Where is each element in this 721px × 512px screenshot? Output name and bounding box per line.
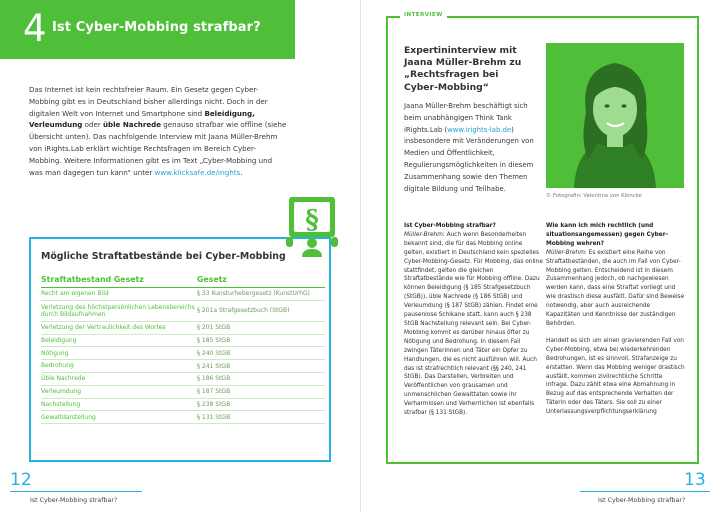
chapter-number: 4 (23, 7, 47, 50)
intro-text (29, 84, 287, 178)
table-row (41, 386, 325, 399)
page-number-right: 13 (684, 470, 706, 490)
intro-segment: Das Internet ist kein rechtsfreier Raum. Ein Gesetz gegen Cyber-Mobbing gibt es in Deutschland bisher allerdings nicht. Doch in der digitalen Welt von Internet und Smartphone sind (29, 85, 268, 118)
law-cell: § 33 Kunsturhebergesetz (KunstUrhG) (197, 290, 311, 298)
offense-cell: Verletzung der Vertraulichkeit des Wortes (41, 324, 166, 332)
chapter-banner (0, 0, 295, 59)
law-cell: § 241 StGB (197, 362, 231, 370)
offense-cell: Verletzung des höchstpersönlichen Lebensbereichs durch Bildaufnahmen (41, 303, 195, 318)
question-2: Wie kann ich mich rechtlich (und situationsangemessen) gegen Cyber-Mobbing wehren? (546, 223, 668, 247)
law-cell: § 201 StGB (197, 324, 231, 332)
offenses-box (29, 237, 331, 462)
klicksafe-link[interactable]: www.klicksafe.de/irights (154, 167, 241, 177)
interview-tab-label: INTERVIEW (400, 12, 447, 18)
offenses-title: Mögliche Straftatbestände bei Cyber-Mobbing (41, 251, 286, 262)
interview-column-left (404, 222, 544, 418)
table-row (41, 322, 325, 335)
table-row (41, 360, 325, 373)
law-cell: § 185 StGB (197, 336, 231, 344)
offense-cell: Beleidigung (41, 336, 77, 344)
photo-credit: © Fotografin: Valentina von Klencke (546, 193, 642, 199)
interview-intro-segment: ) insbesondere mit Veränderungen von Medien und Öffentlichkeit, Regulierungsmöglichkeiten in diesem Zusammenhang sowie den Themen digitale Bildung und Teilhabe. (404, 125, 534, 193)
offenses-table-header (41, 275, 325, 288)
page-fold (360, 0, 361, 512)
table-row (41, 288, 325, 301)
answer-1: Auch wenn Besonderheiten bekannt sind, die für das Mobbing online gelten, existiert in Deutschland kein spezielles Cyber-Mobbing-Gesetz. Für Mobbing, das online stattfindet, gelten die gleichen Straftatbestände wie für Mobbing offline. Dazu können Beleidigung (§ 185 Strafgesetzbuch (StGB)), üble Nachrede (§ 186 StGB) und Verleumdung (§ 187 StGB) zählen. Findet eine pausenlose Schikane statt, kann auch § 238 StGB Nachstellung relevant sein. Bei Cyber-Mobbing kommt es darüber hinaus öfter zu Nötigung und Bedrohung. In diesem Fall zwingen Täterinnen und Täter ein Opfer zu Handlungen, die es nicht ausführen will. Auch das ist strafrechtlich relevant (§§ 240, 241 StGB). Das Darstellen, Verbreiten und Veröffentlichen von grausamen und unmenschlichen Gewalttaten sowie ihr Verharmlosen und Verherrlichen ist ebenfalls strafbar (§ 131 StGB). (404, 231, 543, 417)
law-cell: § 238 StGB (197, 400, 231, 408)
offense-cell: Nötigung (41, 349, 69, 357)
table-row (41, 373, 325, 386)
running-footer-left: Ist Cyber-Mobbing strafbar? (30, 497, 118, 504)
irights-link[interactable]: www.irights-lab.de (447, 125, 512, 134)
interview-intro-segment: Jaana Müller-Brehm beschäftigt sich beim unabhängigen Think Tank iRights.Lab ( (404, 102, 528, 134)
intro-segment: . (240, 167, 243, 177)
intro-segment: oder (82, 120, 103, 130)
portrait-illustration (546, 43, 684, 188)
table-row (41, 301, 325, 322)
footer-rule-right (580, 491, 710, 492)
footer-rule-left (10, 491, 142, 492)
answer-2: Es existiert eine Reihe von Straftatbeständen, die auch im Fall von Cyber-Mobbing gelten. Entscheidend ist in diesem Zusammenhang jedoch, ob nachgewiesen werden kann, dass eine Straftat vorliegt und wie drastisch diese ausfällt. Dafür sind Beweise notwendig, aber auch ausreichende Kapazitäten und Kenntnisse der zuständigen Behörden. (546, 249, 685, 327)
page-number-left: 12 (10, 470, 32, 490)
table-row (41, 335, 325, 348)
intro-bold-term: Beleidigung, Verleumdung (29, 108, 255, 130)
law-cell: § 186 StGB (197, 375, 231, 383)
offense-cell: Verleumdung (41, 388, 82, 396)
interview-column-right (546, 222, 686, 417)
header-law: Gesetz (197, 275, 227, 284)
offense-cell: Nachstellung (41, 400, 81, 408)
offense-cell: Recht am eigenen Bild (41, 290, 109, 298)
offense-cell: Üble Nachrede (41, 375, 86, 383)
interview-intro (404, 101, 539, 195)
table-row (41, 411, 325, 424)
law-cell: § 131 StGB (197, 413, 231, 421)
speaker-label: Müller-Brehm: (546, 249, 587, 256)
law-cell: § 201a Strafgesetzbuch (StGB) (197, 307, 290, 315)
header-offense: Straftatbestand Gesetz (41, 275, 144, 284)
intro-bold-term: üble Nachrede (103, 120, 162, 130)
table-row (41, 347, 325, 360)
paragraph-sign-icon (285, 195, 339, 257)
law-cell: § 187 StGB (197, 388, 231, 396)
question-1: Ist Cyber-Mobbing strafbar? (404, 223, 496, 229)
svg-text:§: § (305, 205, 319, 235)
offenses-table (41, 275, 325, 424)
running-footer-right: Ist Cyber-Mobbing strafbar? (598, 497, 686, 504)
offense-cell: Gewaltdarstellung (41, 413, 96, 421)
speaker-label: Müller-Brehm: (404, 231, 445, 238)
table-row (41, 399, 325, 412)
intro-segment: genauso strafbar wie offline (siehe Übersicht unten). Das nachfolgende Interview mit Jaana Müller-Brehm von iRights.Lab erklärt wichtige Rechtsfragen im Bereich Cyber-Mobbing. Weitere Informationen gibt es im Text „Cyber-Mobbing und was man dagegen tun kann“ unter (29, 120, 287, 177)
portrait-photo (546, 43, 684, 188)
law-cell: § 240 StGB (197, 349, 231, 357)
chapter-title: Ist Cyber-Mobbing strafbar? (52, 20, 261, 35)
offense-cell: Bedrohung (41, 362, 74, 370)
interview-heading: Expertininterview mit Jaana Müller-Brehm zu „Rechtsfragen bei Cyber-Mobbing“ (404, 45, 522, 93)
answer-2-continued: Handelt es sich um einen gravierenden Fall von Cyber-Mobbing, etwa bei wiederkehrenden Bedrohungen, ist es sinnvoll, Strafanzeige zu erstatten. Wenn das Mobbing weniger drastisch ausfällt, kommen zivilrechtliche Schritte infrage. Dazu zählt etwa eine Abmahnung in Bezug auf das entsprechende Verhalten der Täterin oder des Täters. Sie soll zu einer Unterlassungsverpflichtungserklärung (546, 337, 685, 416)
